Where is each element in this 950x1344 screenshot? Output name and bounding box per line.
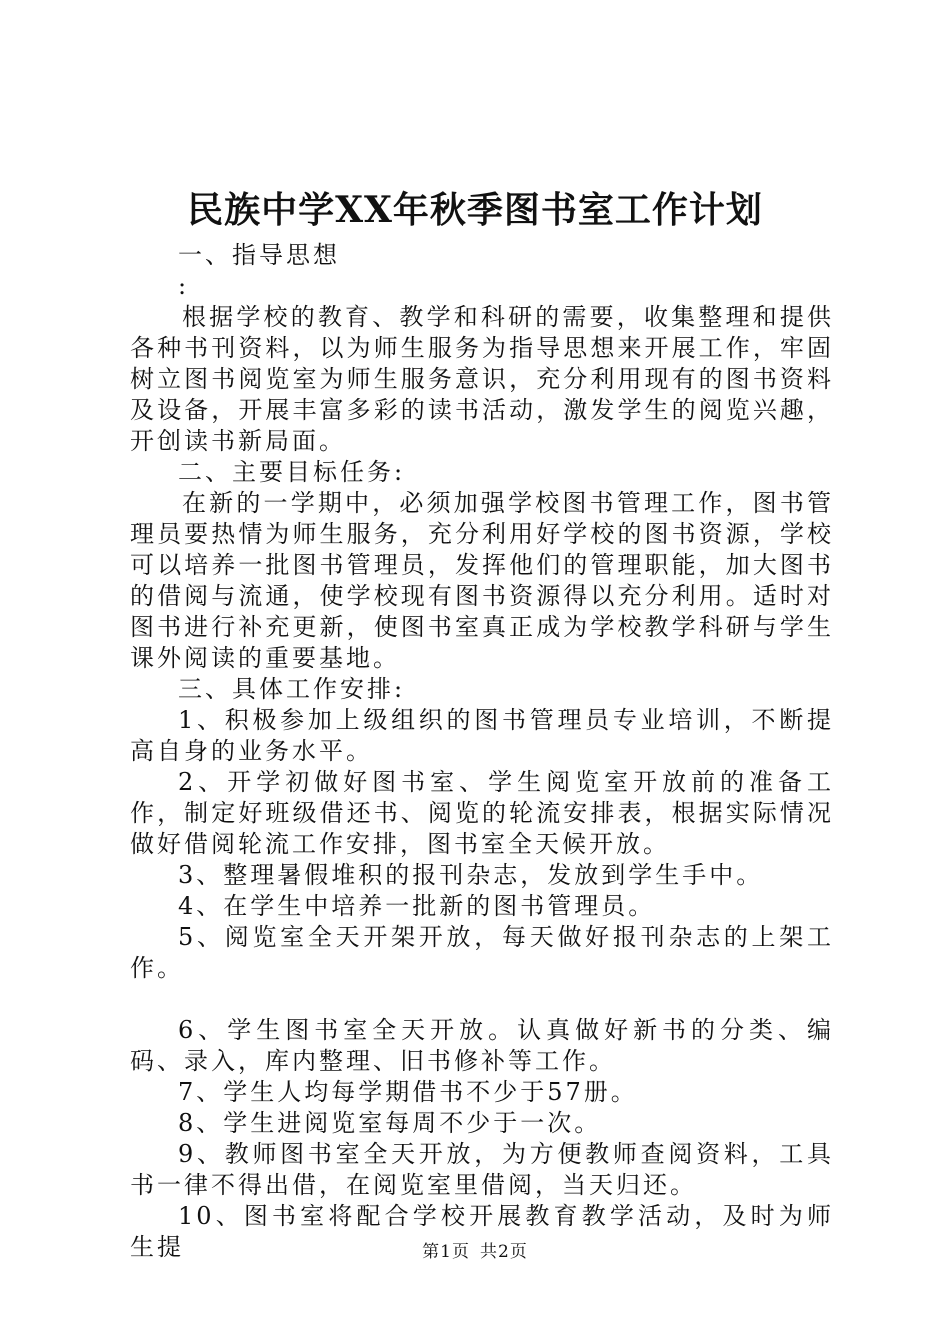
page-number-total: 共2页	[480, 1242, 528, 1262]
list-item: 10、图书室将配合学校开展教育教学活动，及时为师生提	[130, 1202, 834, 1261]
section-heading-main-goals: 二、主要目标任务:	[178, 458, 406, 486]
page-number-current: 第1页	[422, 1242, 470, 1262]
list-item: 5、阅览室全天开架开放，每天做好报刊杂志的上架工作。	[130, 923, 834, 982]
section-heading-work-arrangement: 三、具体工作安排:	[178, 675, 406, 703]
section-heading-guiding-thought: 一、指导思想	[178, 241, 340, 269]
list-item: 7、学生人均每学期借书不少于57册。	[178, 1078, 638, 1106]
list-item: 8、学生进阅览室每周不少于一次。	[178, 1109, 602, 1137]
page-footer	[0, 1240, 950, 1264]
list-item: 3、整理暑假堆积的报刊杂志，发放到学生手中。	[178, 861, 764, 889]
document-body	[130, 206, 834, 1263]
heading-colon: :	[178, 272, 190, 300]
list-item: 9、教师图书室全天开放，为方便教师查阅资料，工具书一律不得出借，在阅览室里借阅，当天归还。	[130, 1140, 834, 1199]
list-item: 6、学生图书室全天开放。认真做好新书的分类、编码、录入，库内整理、旧书修补等工作。	[130, 1016, 834, 1075]
document-title: 民族中学XX年秋季图书室工作计划	[187, 189, 763, 231]
list-item: 4、在学生中培养一批新的图书管理员。	[178, 892, 656, 920]
paragraph-main-goals: 在新的一学期中，必须加强学校图书管理工作，图书管理员要热情为师生服务，充分利用好学校的图书资源，学校可以培养一批图书管理员，发挥他们的管理职能，加大图书的借阅与流通，使学校现有图书资源得以充分利用。适时对图书进行补充更新，使图书室真正成为学校教学科研与学生课外阅读的重要基地。	[130, 489, 834, 672]
paragraph-guiding-thought: 根据学校的教育、教学和科研的需要，收集整理和提供各种书刊资料，以为师生服务为指导思想来开展工作，牢固树立图书阅览室为师生服务意识，充分利用现有的图书资料及设备，开展丰富多彩的读书活动，激发学生的阅览兴趣，开创读书新局面。	[130, 303, 834, 455]
list-item: 2、开学初做好图书室、学生阅览室开放前的准备工作，制定好班级借还书、阅览的轮流安排表，根据实际情况做好借阅轮流工作安排，图书室全天候开放。	[130, 768, 834, 858]
list-item: 1、积极参加上级组织的图书管理员专业培训，不断提高自身的业务水平。	[130, 706, 834, 765]
